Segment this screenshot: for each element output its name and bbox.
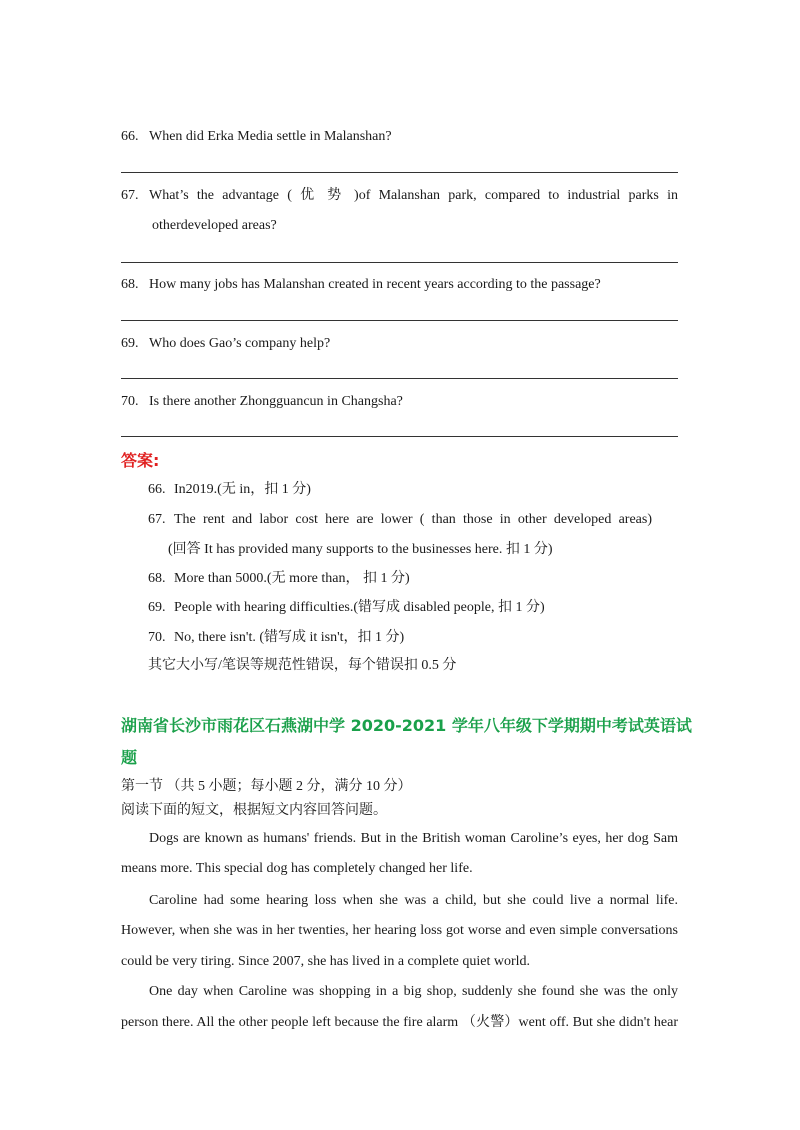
passage-p3-line2: person there. All the other people left because the fire alarm （火警）went off. But she didn't hear — [121, 1015, 678, 1030]
question-number: 70. — [121, 394, 139, 409]
passage-p2-line1: Caroline had some hearing loss when she was a child, but she could live a normal life. — [149, 893, 678, 908]
passage-p2-line3: could be very tiring. Since 2007, she has lived in a complete quiet world. — [121, 954, 531, 969]
question-number: 68. — [121, 277, 139, 292]
passage-p1-line2: means more. This special dog has completely changed her life. — [121, 861, 473, 876]
answer-67-continuation: (回答 It has provided many supports to the businesses here. 扣 1 分) — [168, 542, 553, 557]
answer-69 — [148, 599, 545, 617]
question-67-continuation: otherdeveloped areas? — [152, 218, 277, 233]
section-title-line2: 题 — [121, 748, 138, 767]
passage-p1-line1: Dogs are known as humans' friends. But in the British woman Caroline’s eyes, her dog Sam — [149, 831, 678, 846]
answer-70 — [148, 629, 404, 647]
section-subheading: 第一节 （共 5 小题；每小题 2 分，满分 10 分） — [121, 779, 412, 794]
answer-text: The rent and labor cost here are lower ( than those in other developed areas) — [174, 512, 652, 527]
question-text: When did Erka Media settle in Malanshan? — [149, 129, 392, 144]
answer-line-69 — [121, 378, 678, 379]
answer-67 — [148, 511, 652, 529]
question-68 — [121, 276, 601, 294]
passage-p2-line2: However, when she was in her twenties, her hearing loss got worse and even simple conversations — [121, 923, 678, 938]
grading-note: 其它大小写/笔误等规范性错误，每个错误扣 0.5 分 — [148, 658, 457, 673]
passage-p3-line1: One day when Caroline was shopping in a big shop, suddenly she found she was the only — [149, 984, 678, 999]
answers-heading: 答案: — [121, 451, 160, 470]
answer-text: No, there isn't. (错写成 it isn't，扣 1 分) — [174, 630, 405, 645]
question-text: What’s the advantage ( 优 势 )of Malanshan park, compared to industrial parks in — [149, 188, 678, 203]
section-title-line1: 湖南省长沙市雨花区石燕湖中学 2020-2021 学年八年级下学期期中考试英语试 — [121, 716, 692, 735]
answer-number: 67. — [148, 512, 166, 527]
answer-line-66 — [121, 172, 678, 173]
question-text: Is there another Zhongguancun in Changsha? — [149, 394, 403, 409]
answer-line-70 — [121, 436, 678, 437]
answer-number: 66. — [148, 482, 166, 497]
answer-text: More than 5000.(无 more than， 扣 1 分) — [174, 571, 410, 586]
answer-66 — [148, 481, 311, 499]
question-67 — [121, 187, 678, 205]
answer-line-68 — [121, 320, 678, 321]
answer-number: 70. — [148, 630, 166, 645]
answer-text: In2019.(无 in，扣 1 分) — [174, 482, 311, 497]
section-instruction: 阅读下面的短文，根据短文内容回答问题。 — [121, 803, 387, 818]
question-number: 69. — [121, 336, 139, 351]
question-66 — [121, 128, 392, 146]
answer-68 — [148, 570, 410, 588]
question-number: 67. — [121, 188, 139, 203]
answer-text: People with hearing difficulties.(错写成 disabled people, 扣 1 分) — [174, 600, 545, 615]
answer-line-67 — [121, 262, 678, 263]
question-text: Who does Gao’s company help? — [149, 336, 331, 351]
question-text: How many jobs has Malanshan created in recent years according to the passage? — [149, 277, 601, 292]
question-number: 66. — [121, 129, 139, 144]
question-69 — [121, 335, 330, 353]
question-70 — [121, 393, 403, 411]
answer-number: 68. — [148, 571, 166, 586]
answer-number: 69. — [148, 600, 166, 615]
